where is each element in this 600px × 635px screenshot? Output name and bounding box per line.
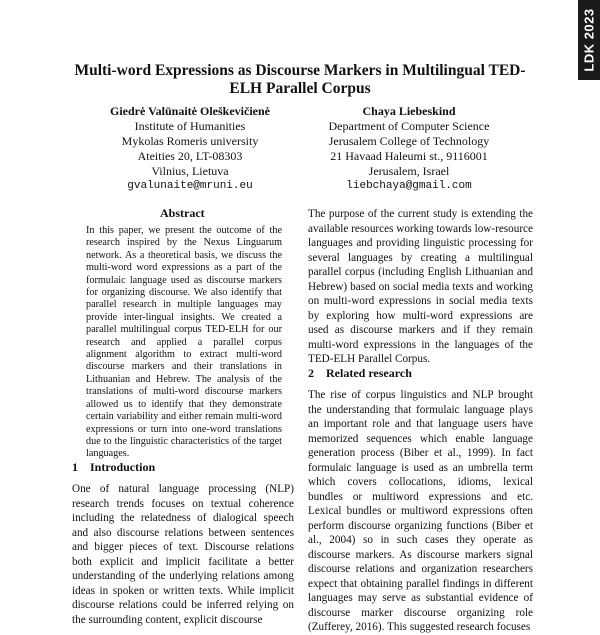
paper-title: Multi-word Expressions as Discourse Markers in Multilingual TED-ELH Parallel Corpus [74, 62, 526, 97]
author-name: Chaya Liebeskind [362, 104, 456, 118]
conference-side-tag [578, 0, 600, 80]
abstract-heading: Abstract [160, 206, 205, 220]
author-email: gvalunaite@mruni.eu [127, 180, 253, 192]
author-block-2 [290, 104, 528, 194]
purpose-paragraph: The purpose of the current study is extending the available resources working towards low-resource languages and providing linguistic processing for several languages by creating a multilingual parallel corpus (including English Lithuanian and Hebrew) based on social media texts and working on multi-word expressions in social media texts by exploring how multi-word expressions are used as discourse markers and if they remain multi-word expressions in the languages of the TED-ELH Parallel Corpus. [308, 208, 533, 365]
affiliation-line: Institute of Humanities [134, 119, 246, 133]
section-heading-introduction [72, 460, 155, 475]
affiliation-line: Mykolas Romeris university [121, 134, 259, 148]
address-line: 21 Havaad Haleumi st., 9116001 [330, 149, 488, 163]
author-name: Giedrė Valūnaitė Oleškevičienė [110, 104, 270, 118]
address-line: Ateities 20, LT-08303 [137, 149, 243, 163]
introduction-paragraph: One of natural language processing (NLP) research trends focuses on textual coherence including the relatedness of dialogical speech and also discourse relations between sentences and bigger pieces of text. Discourse relations both explicit and implicit facilitate a better understanding of the underlying relations among ideas in spoken or written texts. While implicit discourse relations could be inferred relying on the surrounding content, explicit discourse [72, 483, 294, 626]
affiliation-line: Department of Computer Science [328, 119, 490, 133]
section-heading-related-research [308, 366, 412, 381]
section-number: 1 [72, 460, 78, 474]
section-title: Related research [326, 366, 412, 380]
section-title: Introduction [90, 460, 156, 474]
related-research-paragraph: The rise of corpus linguistics and NLP brought the understanding that formulaic language plays an important role and that language users have memorized sequences which enable language generation process (Biber et al., 1999). In fact formulaic language is used as an umbrella term which covers collocations, idioms, lexical bundles or multiword expressions and etc. Lexical bundles or multiword expressions often perform discourse organizing functions (Biber et al., 2004) so in such cases they operate as discourse markers. As discourse markers signal discourse relations and organization researchers expect that obtaining parallel findings in different languages may serve as substantial evidence of discourse marker discourse organizing role (Zufferey, 2016). This suggested research focuses [308, 389, 533, 633]
author-block-1 [68, 104, 312, 194]
address-line: Vilnius, Lietuva [151, 164, 229, 178]
address-line: Jerusalem, Israel [368, 164, 450, 178]
section-number: 2 [308, 366, 314, 380]
abstract-text: In this paper, we present the outcome of the research inspired by the Nexus Linguarum network. As a theoretical basis, we discuss the multi-word word expressions as a part of the formulaic language used as discourse markers for organizing discourse. We also identify that parallel research in multiple languages may provide inter-lingual insights. We created a parallel multilingual corpus TED-ELH for our research and applied a parallel corpus alignment algorithm to extract multi-word discourse markers and their translations in Lithuanian and Hebrew. The analysis of the translations of multi-word discourse markers allowed us to identify that they demonstrate certain variability and either remain multi-word expressions or turn into one-word translations due to the linguistic characteristics of the target languages. [86, 225, 282, 460]
affiliation-line: Jerusalem College of Technology [328, 134, 490, 148]
conference-label: LDK 2023 [581, 8, 597, 72]
author-email: liebchaya@gmail.com [346, 180, 472, 192]
